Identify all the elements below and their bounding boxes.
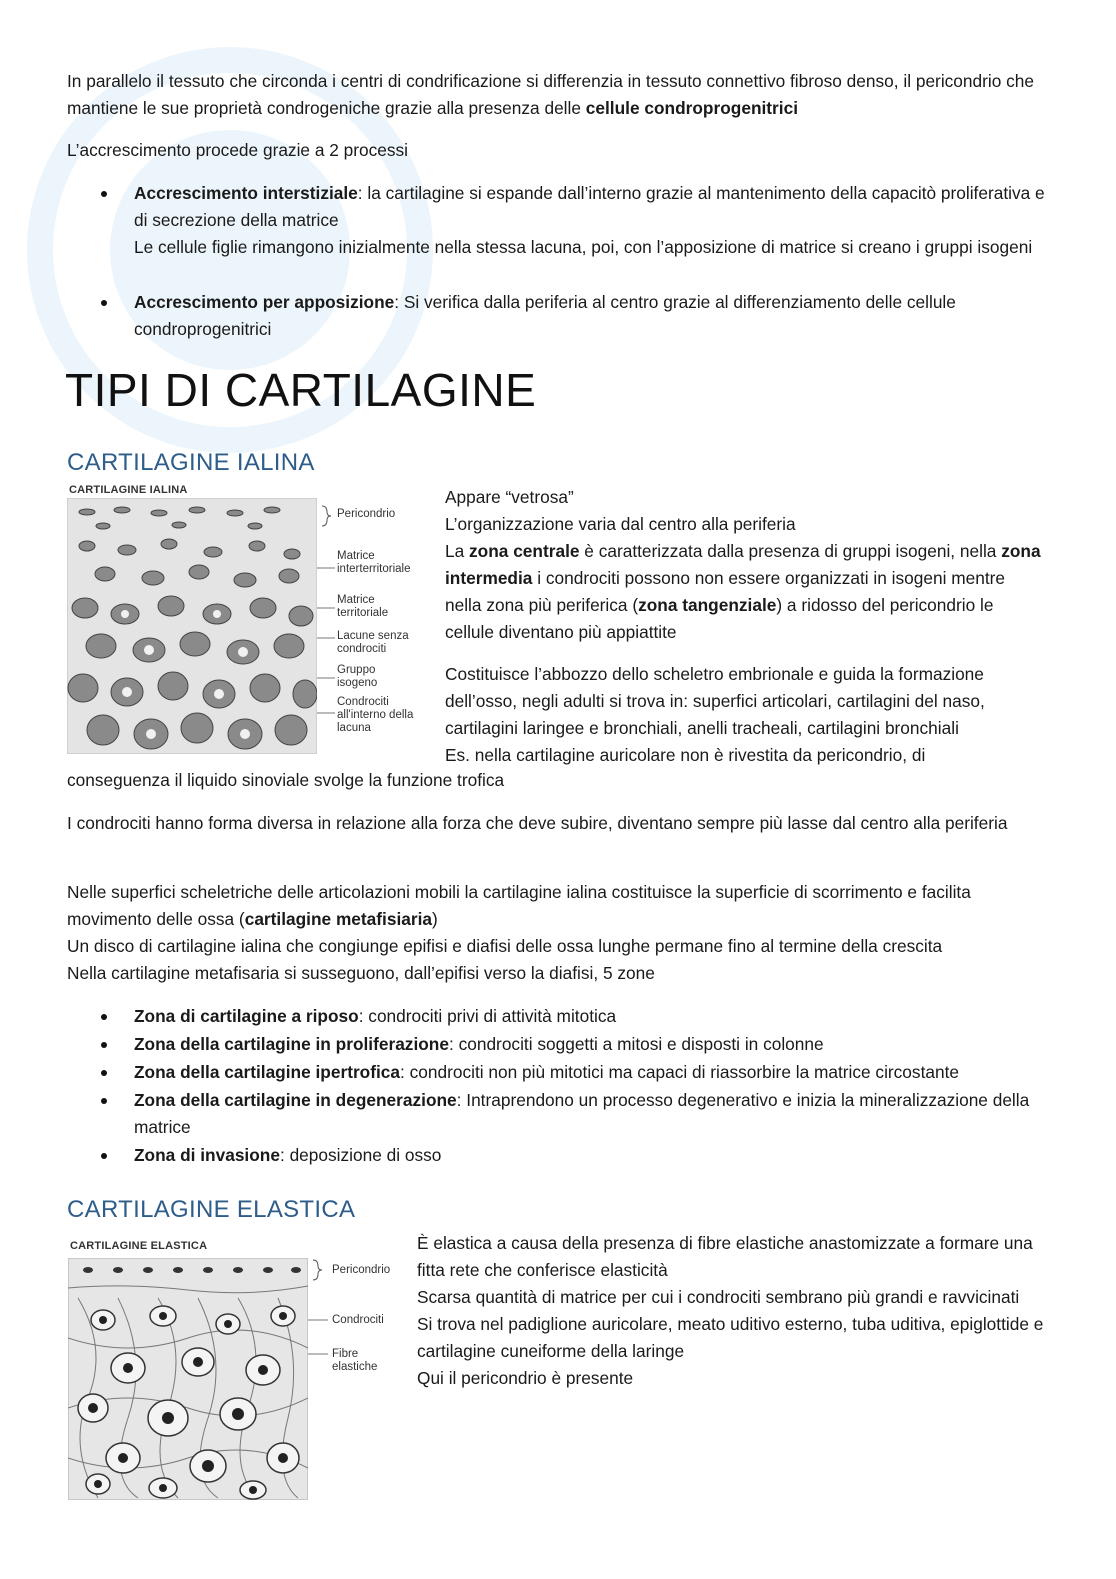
figure-cartilagine-ialina [67,484,427,754]
label-matrice-interterritoriale: Matrice interterritoriale [337,550,411,575]
intro-paragraph: In parallelo il tessuto che circonda i centri di condrificazione si differenzia in tessuto connettivo fibroso denso, il pericondrio che mantiene le sue proprietà condrogeniche grazie alla presenza delle cellule condroprogenitrici [67,71,1034,118]
bullet-icon [101,1014,107,1020]
bullet-icon [101,1070,107,1076]
paragraph-disco: Un disco di cartilagine ialina che congiunge epifisi e diafisi delle ossa lunghe permane fino al termine della crescita [67,936,943,956]
subsection-heading-elastica: CARTILAGINE ELASTICA [67,1196,356,1223]
figure-title: CARTILAGINE IALINA [69,484,188,496]
paragraph-superfici: Nelle superfici scheletriche delle articolazioni mobili la cartilagine ialina costituisce la superficie di scorrimento e facilita movimento delle ossa (cartilagine metafisiaria) [67,882,971,929]
label-pericondrio: Pericondrio [332,1264,391,1276]
intro-processes: L’accrescimento procede grazie a 2 processi [67,140,409,160]
hyaline-tissue-illustration [67,498,317,754]
label-matrice-territoriale: Matrice territoriale [337,594,389,619]
elastica-description: È elastica a causa della presenza di fibre elastiche anastomizzate a formare una fitta rete che conferisce elasticità Scarsa quantità di matrice per cui i condrociti sembrano più grandi e ravvicinati Si trova nel padiglione auricolare, meato uditivo esterno, tuba uditiva, epiglottide e cartilagine cuneiforme della laringe Qui il pericondrio è presente [417,1233,1044,1388]
subsection-heading-ialina: CARTILAGINE IALINA [67,449,315,476]
list-item: Zona della cartilagine in proliferazione: condrociti soggetti a mitosi e disposti in colonne [134,1031,1054,1058]
figure-cartilagine-elastica [68,1240,398,1500]
bullet-icon [101,1042,107,1048]
list-item: Accrescimento per apposizione: Si verifica dalla periferia al centro grazie al differenziamento delle cellule condroprogenitrici [134,289,1054,343]
label-condrociti: Condrociti [332,1314,384,1326]
section-heading: TIPI DI CARTILAGINE [65,364,537,416]
paragraph-forma-condrociti: I condrociti hanno forma diversa in relazione alla forza che deve subire, diventano sempre più lasse dal centro alla periferia [67,813,1008,833]
label-lacune: Lacune senza condrociti [337,630,409,655]
elastic-tissue-illustration [68,1258,308,1500]
ialina-description: Appare “vetrosa” L’organizzazione varia dal centro alla periferia La zona centrale è caratterizzata dalla presenza di gruppi isogeni, nella zona intermedia i condrociti possono non essere organizzati in isogeni mentre nella zona più periferica (zona tangenziale) a ridosso del pericondrio le cellule diventano più appiattite Costituisce l’abbozzo dello scheletro embrionale e guida la formazione dell’osso, negli adulti si trova in: superfici articolari, cartilagini del naso, cartilagini laringee e bronchiali, anelli tracheali, cartilagini bronchiali Es. nella cartilagine auricolare non è rivestita da pericondrio, di [445,487,1041,765]
label-gruppo-isogeno: Gruppo isogeno [337,664,378,689]
figure-title: CARTILAGINE ELASTICA [70,1240,208,1252]
bullet-icon [101,191,107,197]
list-item: Zona di invasione: deposizione di osso [134,1142,1054,1169]
bullet-icon [101,1153,107,1159]
label-pericondrio: Pericondrio [337,508,396,520]
list-item: Zona della cartilagine ipertrofica: condrociti non più mitotici ma capaci di riassorbire la matrice circostante [134,1059,1054,1086]
bullet-icon [101,1098,107,1104]
ialina-description-continued: conseguenza il liquido sinoviale svolge la funzione trofica [67,770,505,790]
label-fibre-elastiche: Fibre elastiche [332,1348,378,1373]
paragraph-zone: Nella cartilagine metafisaria si susseguono, dall’epifisi verso la diafisi, 5 zone [67,963,655,983]
bullet-icon [101,300,107,306]
list-item: Zona di cartilagine a riposo: condrociti privi di attività mitotica [134,1003,1054,1030]
list-item: Zona della cartilagine in degenerazione: Intraprendono un processo degenerativo e inizia la mineralizzazione della matrice [134,1087,1054,1141]
label-condrociti: Condrociti all'interno della lacuna [337,696,414,734]
list-item: Accrescimento interstiziale: la cartilagine si espande dall’interno grazie al mantenimento della capacitò proliferativa e di secrezione della matrice Le cellule figlie rimangono inizialmente nella stessa lacuna, poi, con l’apposizione di matrice si creano i gruppi isogeni [134,180,1054,261]
